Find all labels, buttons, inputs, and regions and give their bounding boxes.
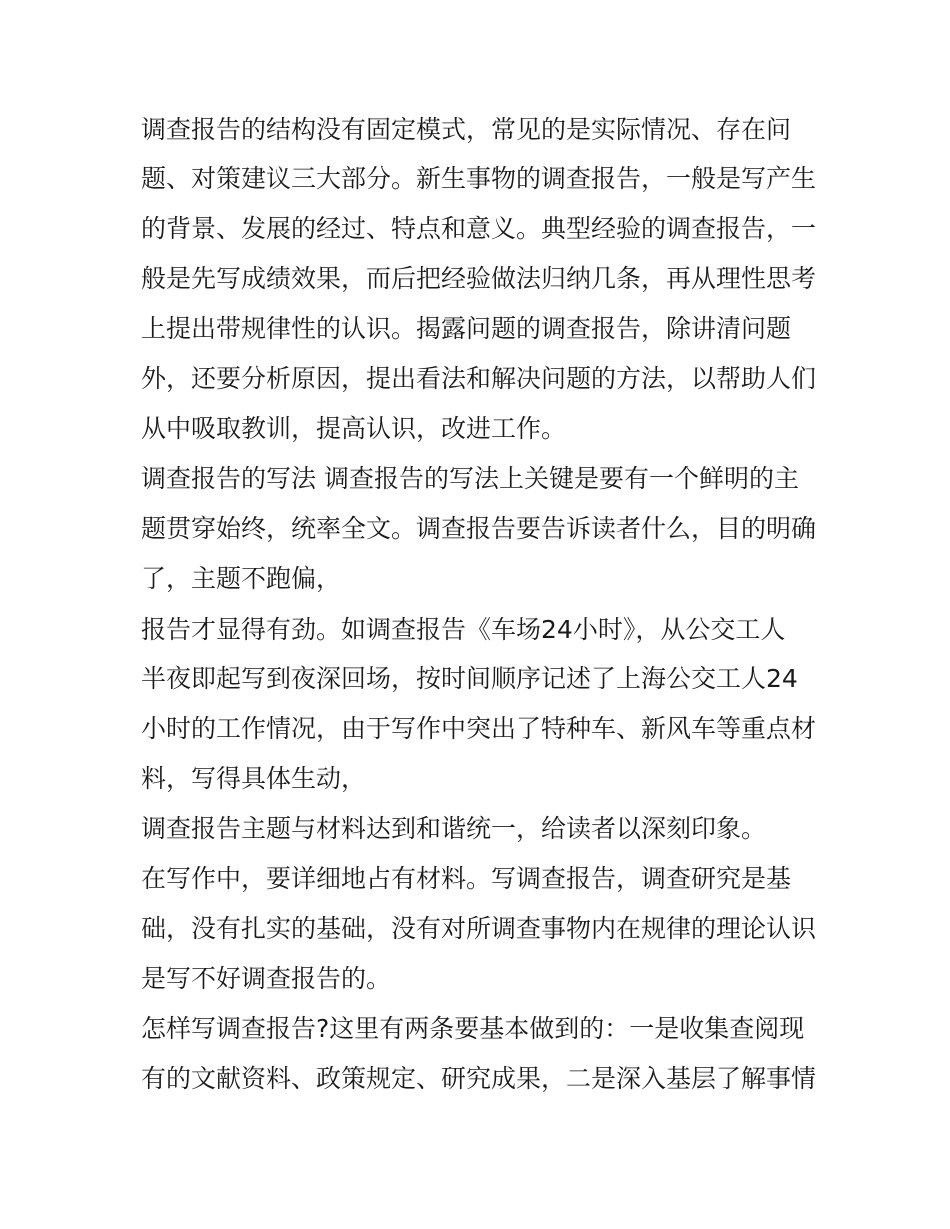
text-line: 调查报告主题与材料达到和谐统一，给读者以深刻印象。 <box>141 814 767 843</box>
text-line: 调查报告的写法 调查报告的写法上关键是要有一个鲜明的主 <box>141 464 799 493</box>
text-line: 半夜即起写到夜深回场，按时间顺序记述了上海公交工人24 <box>141 664 798 693</box>
text-line: 础，没有扎实的基础，没有对所调查事物内在规律的理论认识 <box>141 914 817 943</box>
text-line: 从中吸取教训，提高认识，改进工作。 <box>141 414 567 443</box>
text-line: 外，还要分析原因，提出看法和解决问题的方法，以帮助人们 <box>141 364 817 393</box>
text-line: 怎样写调查报告?这里有两条要基本做到的：一是收集查阅现 <box>141 1014 805 1043</box>
text-line: 上提出带规律性的认识。揭露问题的调查报告，除讲清问题 <box>141 314 792 343</box>
text-line: 小时的工作情况，由于写作中突出了特种车、新风车等重点材 <box>141 714 817 743</box>
text-line: 题贯穿始终，统率全文。调查报告要告诉读者什么，目的明确 <box>141 514 817 543</box>
text-line: 题、对策建议三大部分。新生事物的调查报告，一般是写产生 <box>141 164 817 193</box>
text-line: 调查报告的结构没有固定模式，常见的是实际情况、存在问 <box>141 115 792 144</box>
text-line: 了，主题不跑偏， <box>141 564 342 593</box>
text-line: 料，写得具体生动， <box>141 764 367 793</box>
text-line: 在写作中，要详细地占有材料。写调查报告，调查研究是基 <box>141 864 792 893</box>
text-line: 是写不好调查报告的。 <box>141 964 392 993</box>
text-line: 的背景、发展的经过、特点和意义。典型经验的调查报告，一 <box>141 214 817 243</box>
text-line: 有的文献资料、政策规定、研究成果，二是深入基层了解事情 <box>141 1064 817 1093</box>
text-line: 报告才显得有劲。如调查报告《车场24小时》，从公交工人 <box>141 615 786 644</box>
text-line: 般是先写成绩效果，而后把经验做法归纳几条，再从理性思考 <box>141 264 817 293</box>
